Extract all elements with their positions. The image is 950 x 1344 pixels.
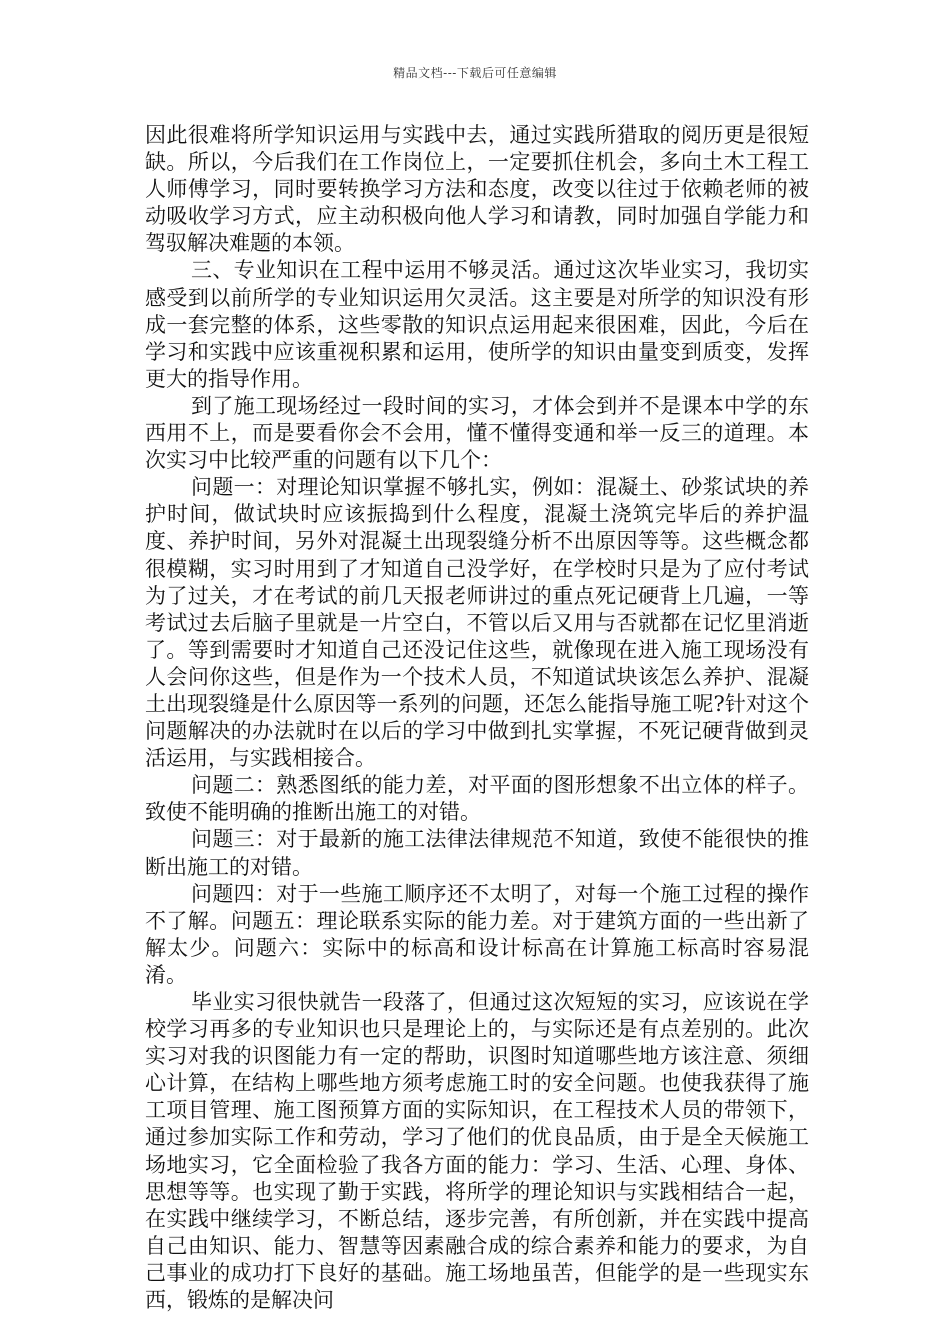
paragraph-site-practice: 到了施工现场经过一段时间的实习，才体会到并不是课本中学的东西用不上，而是要看你会不会用，懂不懂得变通和举一反三的道理。本次实习中比较严重的问题有以下几个： [145, 393, 809, 473]
paragraph-problem-two: 问题二：熟悉图纸的能力差，对平面的图形想象不出立体的样子。致使不能明确的推断出施工的对错。 [145, 773, 809, 825]
page-header: 精品文档---下载后可任意编辑 [393, 66, 557, 80]
paragraph-continuation: 因此很难将所学知识运用与实践中去，通过实践所猎取的阅历更是很短缺。所以，今后我们在工作岗位上，一定要抓住机会，多向土木工程工人师傅学习，同时要转换学习方法和态度，改变以往过于依赖老师的被动吸收学习方式，应主动积极向他人学习和请教，同时加强自学能力和驾驭解决难题的本领。 [145, 123, 809, 256]
paragraph-problem-three: 问题三：对于最新的施工法律法律规范不知道，致使不能很快的推断出施工的对错。 [145, 827, 809, 879]
document-body [145, 122, 809, 1314]
paragraph-problem-one: 问题一：对理论知识掌握不够扎实，例如：混凝土、砂浆试块的养护时间，做试块时应该振捣到什么程度，混凝土浇筑完毕后的养护温度、养护时间，另外对混凝土出现裂缝分析不出原因等等。这些概念都很模糊，实习时用到了才知道自己没学好，在学校时只是为了应付考试为了过关，才在考试的前几天报老师讲过的重点死记硬背上几遍，一等考试过去后脑子里就是一片空白，不管以后又用与否就都在记忆里消逝了。等到需要时才知道自己还没记住这些，就像现在进入施工现场没有人会问你这些，但是作为一个技术人员，不知道试块该怎么养护、混凝土出现裂缝是什么原因等一系列的问题，还怎么能指导施工呢?针对这个问题解决的办法就时在以后的学习中做到扎实掌握，不死记硬背做到灵活运用，与实践相接合。 [145, 475, 809, 771]
paragraph-conclusion: 毕业实习很快就告一段落了，但通过这次短短的实习，应该说在学校学习再多的专业知识也只是理论上的，与实际还是有点差别的。此次实习对我的识图能力有一定的帮助，识图时知道哪些地方该注意、须细心计算，在结构上哪些地方须考虑施工时的安全问题。也使我获得了施工项目管理、施工图预算方面的实际知识，在工程技术人员的带领下，通过参加实际工作和劳动，学习了他们的优良品质，由于是全天候施工场地实习，它全面检验了我各方面的能力：学习、生活、心理、身体、思想等等。也实现了勤于实践，将所学的理论知识与实践相结合一起，在实践中继续学习，不断总结，逐步完善，有所创新，并在实践中提高自己由知识、能力、智慧等因素融合成的综合素养和能力的要求，为自己事业的成功打下良好的基础。施工场地虽苦，但能学的是一些现实东西，锻炼的是解决问 [145, 990, 809, 1313]
paragraph-section-three: 三、专业知识在工程中运用不够灵活。通过这次毕业实习，我切实感受到以前所学的专业知识运用欠灵活。这主要是对所学的知识没有形成一套完整的体系，这些零散的知识点运用起来很困难，因此，今后在学习和实践中应该重视积累和运用，使所学的知识由量变到质变，发挥更大的指导作用。 [145, 258, 809, 391]
paragraph-problems-four-to-six: 问题四：对于一些施工顺序还不太明了，对每一个施工过程的操作不了解。问题五：理论联系实际的能力差。对于建筑方面的一些出新了解太少。问题六：实际中的标高和设计标高在计算施工标高时容易混淆。 [145, 881, 809, 987]
